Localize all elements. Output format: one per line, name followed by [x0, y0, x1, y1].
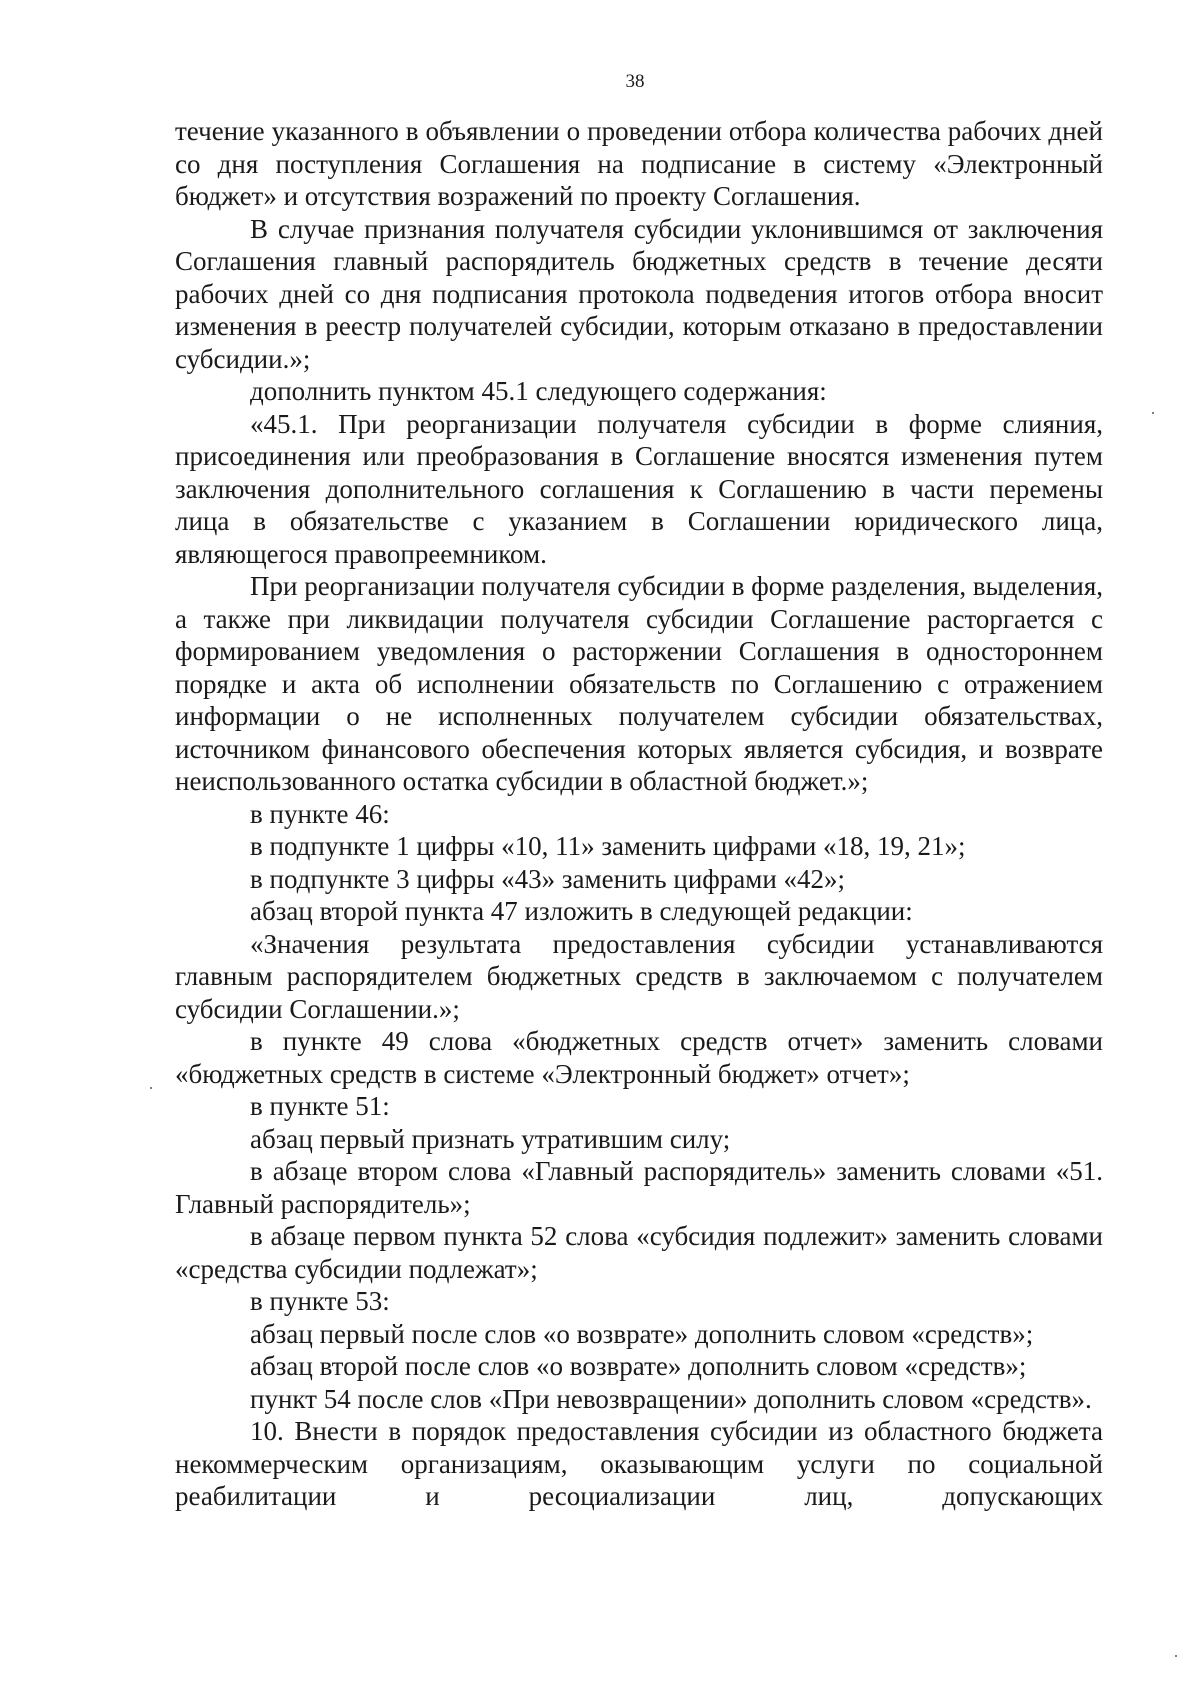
paragraph-3: дополнить пунктом 45.1 следующего содержания:: [250, 376, 827, 406]
paragraph-6: в пункте 46:: [250, 798, 390, 829]
paragraph-11: в пункте 49 слова «бюджетных средств отчет» заменить словами «бюджетных средств в системе «Электронный бюджет» отчет»;: [175, 1026, 1103, 1089]
paragraph-5: При реорганизации получателя субсидии в форме разделения, выделения, а также при ликвидации получателя субсидии Соглашение расторгается с формированием уведомления о расторжении Соглашения в одностороннем порядке и акта об исполнении обязательств по Соглашению с отражением информации о не исполненных получателем субсидии обязательствах, источником финансового обеспечения которых является субсидия, и возврате неиспользованного остатка субсидии в областной бюджет.»;: [175, 571, 1103, 796]
scan-speck: [1152, 412, 1154, 414]
paragraph-9: абзац второй пункта 47 изложить в следующей редакции:: [250, 896, 913, 926]
paragraph-12: в пункте 51:: [250, 1091, 390, 1121]
paragraph-14: в абзаце втором слова «Главный распорядитель» заменить словами «51. Главный распорядитель»;: [175, 1156, 1103, 1219]
page-number: 38: [625, 71, 645, 92]
paragraph-4: «45.1. При реорганизации получателя субсидии в форме слияния, присоединения или преобразования в Соглашение вносятся изменения путем заключения дополнительного соглашения к Соглашению в части перемены лица в обязательстве с указанием в Соглашении юридического лица, являющегося правопреемником.: [175, 408, 1103, 569]
paragraph-10: «Значения результата предоставления субсидии устанавливаются главным распорядителем бюджетных средств в заключаемом с получателем субсидии Соглашении.»;: [175, 928, 1103, 1024]
paragraph-7: в подпункте 1 цифры «10, 11» заменить цифрами «18, 19, 21»;: [250, 831, 966, 861]
paragraph-18: абзац второй после слов «о возврате» дополнить словом «средств»;: [250, 1351, 1027, 1381]
paragraph-20: 10. Внести в порядок предоставления субсидии из областного бюджета некоммерческим организациям, оказывающим услуги по социальной реабилитации и ресоциализации лиц, допускающих: [175, 1416, 1103, 1511]
paragraph-1: течение указанного в объявлении о проведении отбора количества рабочих дней со дня поступления Соглашения на подписание в систему «Электронный бюджет» и отсутствия возражений по проекту Соглашения.: [175, 116, 1103, 211]
paragraph-13: абзац первый признать утратившим силу;: [250, 1123, 731, 1154]
paragraph-15: в абзаце первом пункта 52 слова «субсидия подлежит» заменить словами «средства субсидии подлежат»;: [175, 1221, 1103, 1284]
scan-speck: [1175, 1655, 1177, 1657]
document-body: [175, 115, 1103, 1513]
paragraph-8: в подпункте 3 цифры «43» заменить цифрами «42»;: [250, 863, 846, 894]
paragraph-16: в пункте 53:: [250, 1286, 390, 1316]
paragraph-17: абзац первый после слов «о возврате» дополнить словом «средств»;: [250, 1318, 1034, 1349]
paragraph-2: В случае признания получателя субсидии уклонившимся от заключения Соглашения главный распорядитель бюджетных средств в течение десяти рабочих дней со дня подписания протокола подведения итогов отбора вносит изменения в реестр получателей субсидии, которым отказано в предоставлении субсидии.»;: [175, 213, 1103, 374]
paragraph-19: пункт 54 после слов «При невозвращении» дополнить словом «средств».: [250, 1383, 1092, 1414]
scan-speck: [150, 1087, 152, 1089]
